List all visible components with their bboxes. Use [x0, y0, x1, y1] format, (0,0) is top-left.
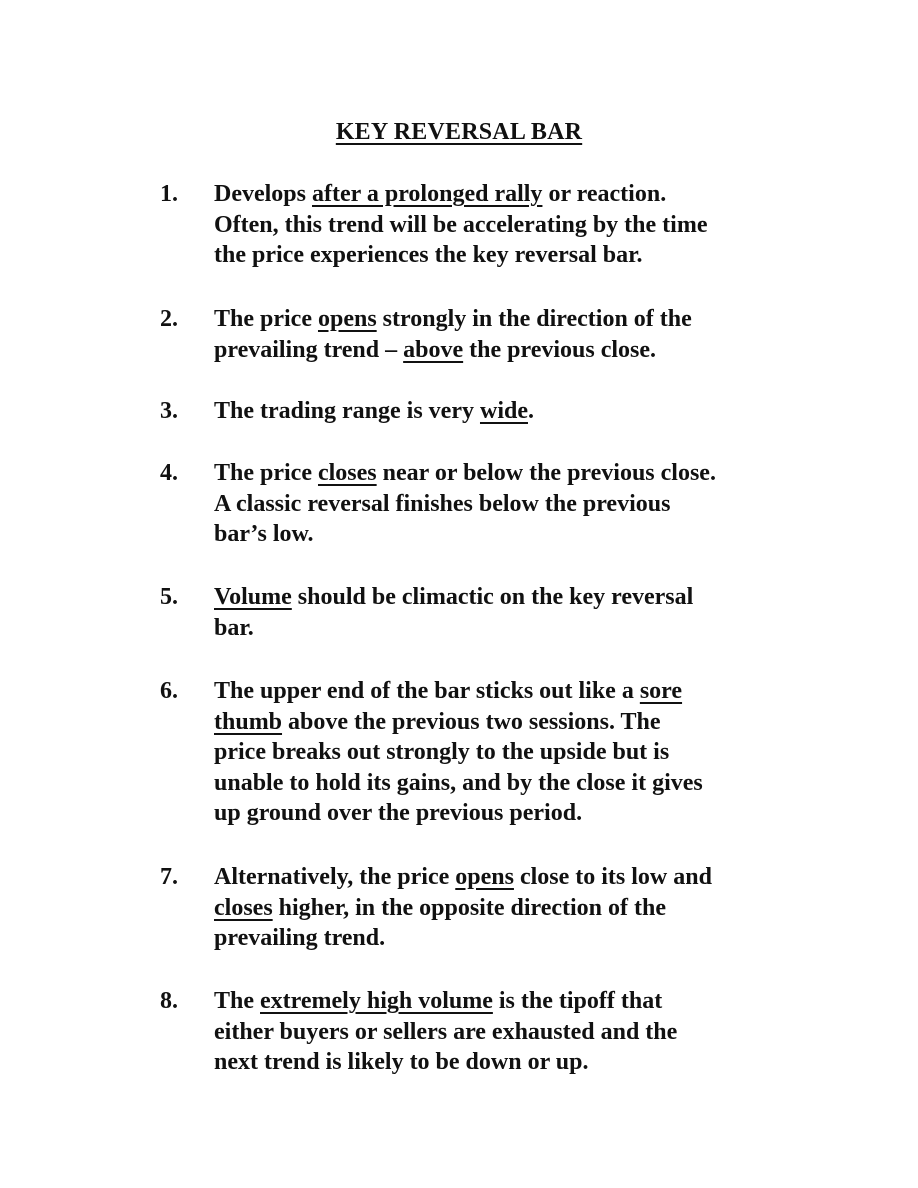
list-item-number: 4.	[160, 460, 178, 486]
text-line	[214, 737, 814, 768]
underlined-phrase: after a prolonged rally	[312, 181, 543, 207]
text-segment: The price	[214, 460, 318, 486]
text-segment: prevailing trend –	[214, 336, 404, 363]
text-line	[214, 335, 814, 366]
underlined-phrase: wide	[479, 398, 528, 424]
text-line	[214, 1017, 814, 1048]
list-item-number: 3.	[160, 398, 178, 424]
text-segment: The upper end of the bar sticks out like a	[214, 678, 640, 704]
text-line	[214, 768, 814, 799]
text-segment: price breaks out strongly to the upside but is	[214, 739, 670, 765]
underlined-phrase: sore	[639, 678, 683, 704]
underlined-phrase: closes	[214, 894, 273, 921]
text-segment: Develops	[214, 181, 312, 207]
text-line	[214, 179, 814, 210]
list-item-text	[214, 458, 814, 550]
list-item-text	[214, 304, 814, 365]
text-segment: The price	[214, 306, 318, 332]
text-line	[214, 582, 814, 613]
text-line	[214, 240, 814, 271]
list-item-number: 2.	[160, 306, 178, 332]
list-item-text	[214, 862, 814, 954]
list-item-number: 8.	[160, 988, 178, 1014]
text-segment: either buyers or sellers are exhausted and the	[214, 1018, 678, 1045]
underlined-phrase: closes	[317, 460, 377, 486]
text-segment: strongly in the direction of the	[376, 306, 692, 332]
text-line	[214, 893, 814, 924]
list-item-text	[214, 676, 814, 829]
list-item-text	[214, 179, 814, 271]
text-segment: The trading range is very	[214, 398, 480, 424]
page-title	[0, 117, 918, 147]
text-segment: should be climactic on the key reversal	[291, 584, 694, 610]
list-item-number: 1.	[160, 181, 178, 207]
text-segment: .	[527, 398, 534, 424]
text-segment: Often, this trend will be accelerating by the time	[214, 211, 708, 238]
text-segment: prevailing trend.	[214, 925, 386, 951]
list-item-number: 7.	[160, 864, 178, 890]
text-segment: up ground over the previous period.	[214, 800, 583, 826]
underlined-phrase: above	[403, 336, 464, 363]
text-line	[214, 1047, 814, 1078]
text-line	[214, 676, 814, 707]
text-segment: bar.	[214, 614, 254, 641]
text-segment: unable to hold its gains, and by the close it gives	[214, 769, 703, 796]
text-segment: next trend is likely to be down or up.	[214, 1049, 589, 1075]
text-segment: bar’s low.	[214, 521, 314, 547]
underlined-phrase: opens	[455, 864, 514, 890]
text-segment: near or below the previous close.	[376, 460, 716, 486]
text-line	[214, 707, 814, 738]
text-line	[214, 923, 814, 954]
page-title-text: KEY REVERSAL BAR	[335, 119, 583, 145]
text-line	[214, 613, 814, 644]
text-segment: the price experiences the key reversal bar.	[214, 242, 643, 268]
underlined-phrase: thumb	[214, 708, 283, 735]
text-segment: or reaction.	[542, 181, 667, 207]
list-item-text	[214, 986, 814, 1078]
text-segment: is the tipoff that	[492, 988, 663, 1014]
text-line	[214, 458, 814, 489]
text-line	[214, 304, 814, 335]
underlined-phrase: opens	[317, 306, 377, 332]
text-segment: close to its low and	[513, 864, 712, 890]
text-segment: Alternatively, the price	[214, 864, 456, 890]
text-line	[214, 210, 814, 241]
text-line	[214, 986, 814, 1017]
text-line	[214, 396, 814, 427]
text-segment: above the previous two sessions. The	[282, 708, 661, 735]
text-line	[214, 489, 814, 520]
text-segment: the previous close.	[463, 336, 657, 363]
underlined-phrase: extremely high volume	[260, 988, 493, 1014]
list-item-text	[214, 396, 814, 427]
list-item-number: 5.	[160, 584, 178, 610]
text-line	[214, 519, 814, 550]
underlined-phrase: Volume	[214, 584, 292, 610]
text-line	[214, 862, 814, 893]
list-item-text	[214, 582, 814, 643]
text-segment: The	[214, 988, 261, 1014]
text-segment: A classic reversal finishes below the previous	[214, 490, 671, 517]
list-item-number: 6.	[160, 678, 178, 704]
text-line	[214, 798, 814, 829]
text-segment: higher, in the opposite direction of the	[272, 894, 667, 921]
